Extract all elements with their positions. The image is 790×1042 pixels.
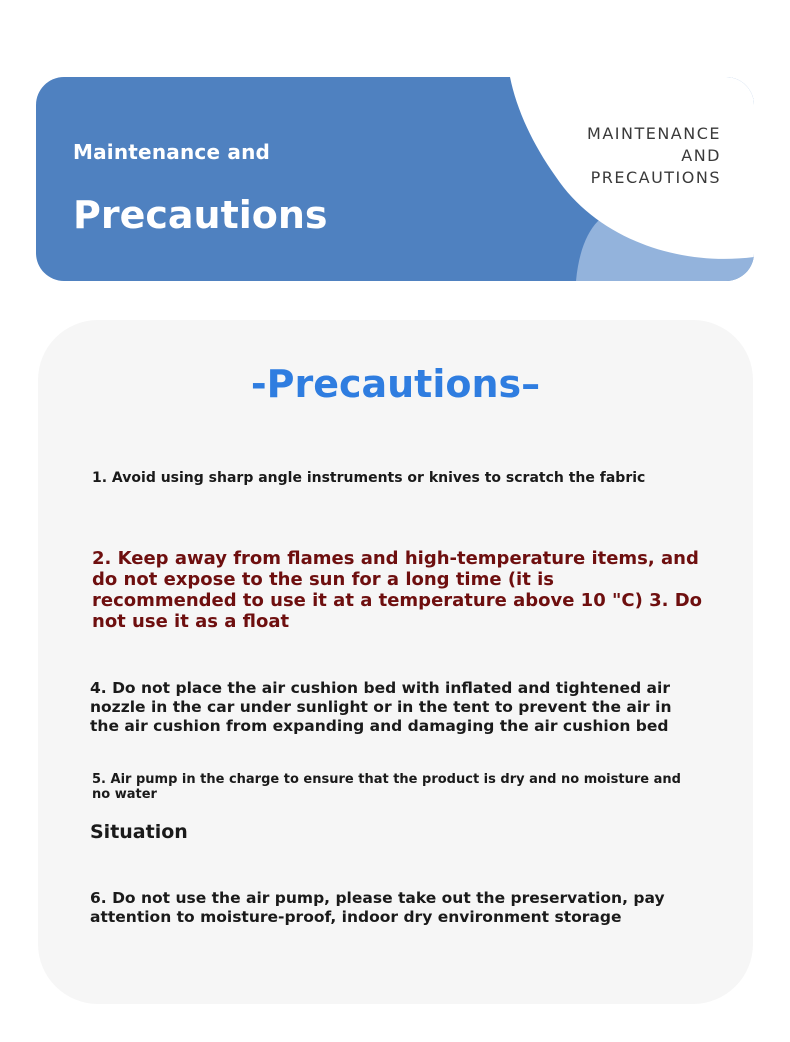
banner-english-line: AND [681, 146, 721, 165]
banner-english-line: PRECAUTIONS [590, 168, 721, 187]
precaution-item-4: 4. Do not place the air cushion bed with inflated and tightened air nozzle in the car under sunlight or in the tent to prevent the air in the air cushion from expanding and damaging the air cushion bed [90, 679, 672, 735]
header-banner [36, 77, 754, 281]
precaution-item-2: 2. Keep away from flames and high-temperature items, and do not expose to the sun for a long time (it is recommended to use it at a temperature above 10 "C) 3. Do not use it as a float [92, 548, 703, 632]
banner-english-line: MAINTENANCE [587, 124, 721, 143]
precaution-item-5: 5. Air pump in the charge to ensure that the product is dry and no moisture and no water [92, 772, 681, 802]
precautions-card [38, 320, 753, 1004]
precaution-item-1: 1. Avoid using sharp angle instruments or knives to scratch the fabric [92, 470, 646, 486]
precaution-item-6: 6. Do not use the air pump, please take out the preservation, pay attention to moisture-proof, indoor dry environment storage [90, 889, 665, 926]
banner-title: Precautions [73, 193, 328, 237]
section-title: -Precautions– [250, 362, 541, 406]
precaution-situation-label: Situation [90, 821, 188, 843]
banner-english-label [501, 123, 721, 189]
banner-subtitle: Maintenance and [73, 140, 271, 164]
